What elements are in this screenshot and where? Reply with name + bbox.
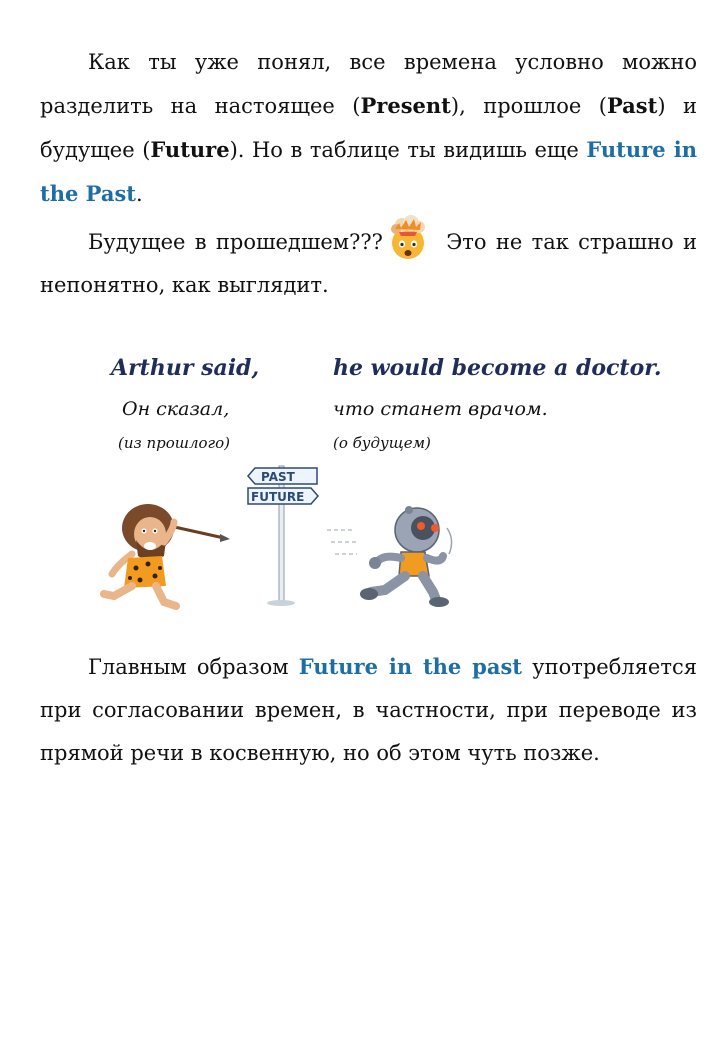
- p3-text-1: Главным образом: [88, 655, 299, 679]
- p1-text-4: ). Но в таблице ты видишь еще: [229, 138, 587, 162]
- p1-text-5: .: [136, 182, 143, 206]
- future-in-the-past-highlight: Future in the Past: [40, 137, 697, 206]
- future-keyword: Future: [150, 137, 230, 162]
- signpost-future-label: FUTURE: [251, 490, 305, 504]
- p1-text-3: ) и будущее (: [40, 94, 697, 162]
- exploding-head-emoji-icon: [385, 215, 431, 261]
- caveman-illustration-icon: [92, 498, 232, 613]
- example-note-left: (из прошлого): [118, 434, 231, 452]
- conclusion-paragraph: [40, 645, 697, 775]
- p1-text-2: ), прошлое (: [450, 94, 607, 118]
- example-english-right: he would become a doctor.: [333, 355, 662, 381]
- p2-text-1: Будущее в прошедшем???: [88, 230, 383, 254]
- present-keyword: Present: [360, 93, 451, 118]
- example-english-left: Arthur said,: [111, 355, 260, 381]
- intro-paragraph: [40, 41, 697, 216]
- p1-text-1: Как ты уже понял, все времена условно можно разделить на настоящее (: [40, 50, 697, 118]
- p3-text-2: употребляется при согласовании времен, в частности, при переводе из прямой речи в косвенную, но об этом чуть позже.: [40, 655, 697, 765]
- p2-text-2: Это не так страшно и непонятно, как выглядит.: [40, 230, 697, 297]
- signpost-past-label: PAST: [261, 470, 295, 484]
- past-keyword: Past: [606, 93, 658, 118]
- example-note-right: (о будущем): [333, 434, 431, 452]
- future-in-the-past-highlight-2: Future in the past: [298, 654, 522, 679]
- example-russian-left: Он сказал,: [122, 398, 230, 420]
- signpost-illustration-icon: [245, 462, 321, 608]
- example-russian-right: что станет врачом.: [333, 398, 548, 420]
- robot-illustration-icon: [325, 500, 475, 608]
- question-paragraph: [40, 215, 697, 307]
